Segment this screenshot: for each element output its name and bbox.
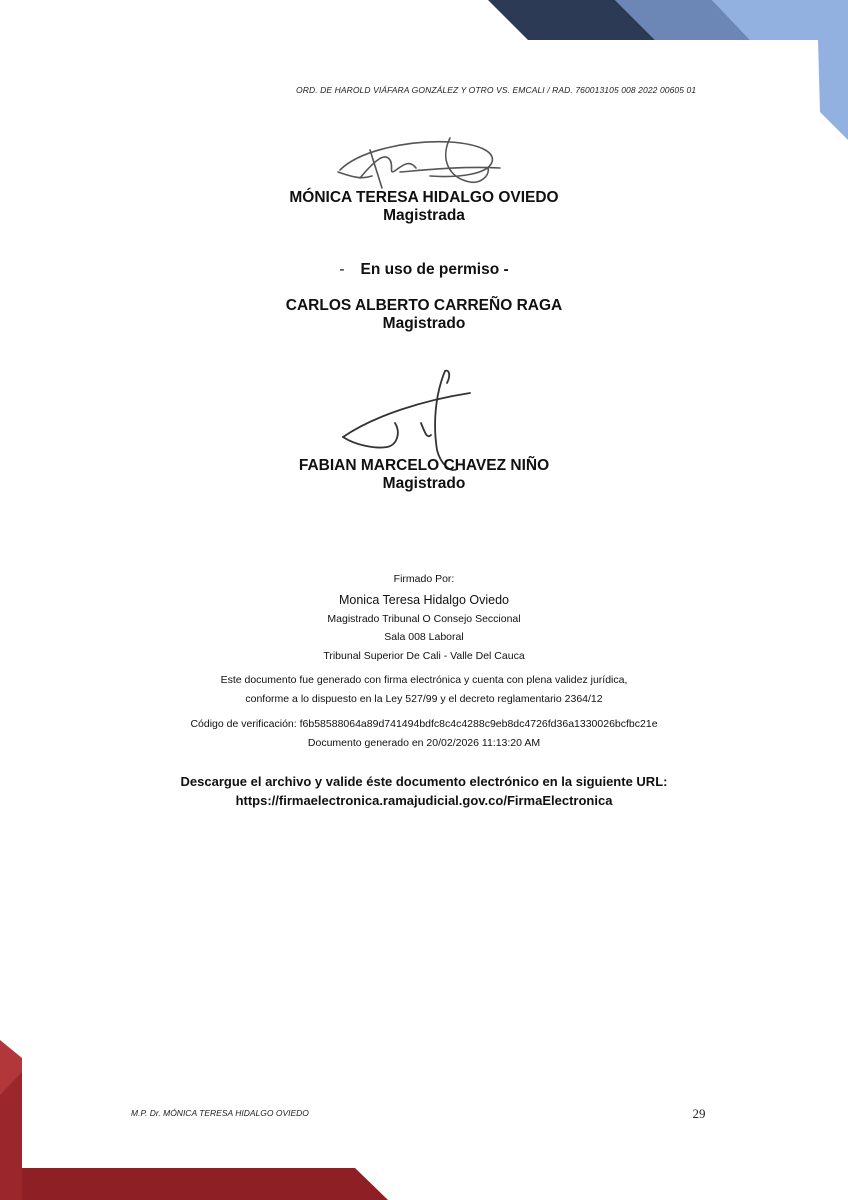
permission-note <box>0 261 848 279</box>
permission-note-text: En uso de permiso - <box>360 261 509 278</box>
page-number: 29 <box>692 1106 706 1121</box>
generated-timestamp: Documento generado en 20/02/2026 11:13:20 AM <box>307 737 541 749</box>
validity-line-1: Este documento fue generado con firma electrónica y cuenta con plena validez jurídica, <box>220 674 628 686</box>
signer-name: Monica Teresa Hidalgo Oviedo <box>338 593 509 607</box>
signatory-name-2: CARLOS ALBERTO CARREÑO RAGA <box>285 297 563 314</box>
bottom-left-decoration <box>0 1040 388 1200</box>
signatory-role-3: Magistrado <box>382 475 466 492</box>
download-instructions: Descargue el archivo y valide éste documento electrónico en la siguiente URL: <box>180 774 668 789</box>
signed-by-label: Firmado Por: <box>393 573 455 585</box>
top-right-decoration <box>488 0 848 140</box>
signatory-role-2: Magistrado <box>382 315 466 332</box>
case-reference: ORD. DE HAROLD VIÁFARA GONZÁLEZ Y OTRO VS. EMCALI / RAD. 760013105 008 2022 00605 01 <box>296 85 697 95</box>
verification-code: f6b58588064a89d741494bdfc8c4c4288c9eb8dc4726fd36a1330026bcfbc21e <box>299 718 658 730</box>
signer-title: Magistrado Tribunal O Consejo Seccional <box>327 613 521 625</box>
permission-dash: - <box>339 261 345 278</box>
download-url[interactable]: https://firmaelectronica.ramajudicial.gov.co/FirmaElectronica <box>235 793 613 808</box>
signatory-role-1: Magistrada <box>383 207 465 224</box>
signer-court: Tribunal Superior De Cali - Valle Del Cauca <box>323 650 525 662</box>
signer-room: Sala 008 Laboral <box>384 631 464 643</box>
verification-line <box>0 718 848 730</box>
validity-line-2: conforme a lo dispuesto en la Ley 527/99 y el decreto reglamentario 2364/12 <box>245 693 603 705</box>
signatory-name-3: FABIAN MARCELO CHAVEZ NIÑO <box>298 457 550 474</box>
verification-label: Código de verificación: <box>190 718 297 730</box>
signatory-name-1: MÓNICA TERESA HIDALGO OVIEDO <box>289 189 559 206</box>
footer-author: M.P. Dr. MÓNICA TERESA HIDALGO OVIEDO <box>131 1108 309 1118</box>
